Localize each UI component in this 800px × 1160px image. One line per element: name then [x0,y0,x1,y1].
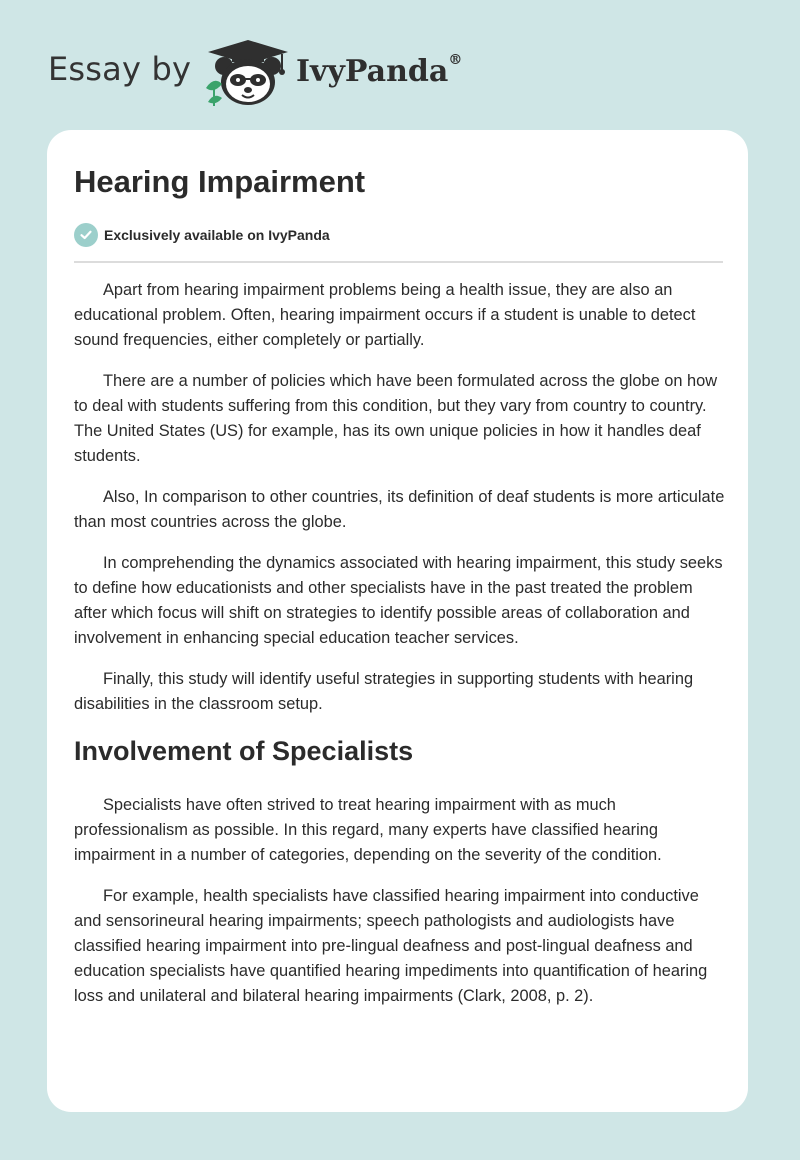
article-body [74,278,726,1025]
paragraph: In comprehending the dynamics associated with hearing impairment, this study seeks to define how educationists and other specialists have in the past treated the problem after which focus will shift on strategies to identify possible areas of collaboration and involvement in enhancing special education teacher services. [74,554,723,647]
section-heading: Involvement of Specialists [74,736,414,766]
paragraph: Also, In comparison to other countries, its definition of deaf students is more articulate than most countries across the globe. [74,488,725,531]
brand-prefix: Essay by [48,50,192,88]
paragraph: There are a number of policies which have been formulated across the globe on how to deal with students suffering from this condition, but they vary from country to country. The United States (US) for example, has its own unique policies in how it handles deaf students. [74,372,718,465]
paragraph: For example, health specialists have classified hearing impairment into conductive and sensorineural hearing impairments; speech pathologists and audiologists have classified hearing impairment into pre-lingual deafness and post-lingual deafness and education specialists have quantified hearing impediments into quantification of hearing loss and unilateral and bilateral hearing impairments (Clark, 2008, p. 2). [74,887,708,1005]
exclusive-badge [74,222,330,248]
paragraph: Specialists have often strived to treat hearing impairment with as much professionalism as possible. In this regard, many experts have classified hearing impairment in a number of categories, depending on the severity of the condition. [74,796,662,864]
brand-name-text: IvyPanda [296,54,449,89]
panda-logo-icon[interactable] [200,36,296,108]
page-title: Hearing Impairment [74,164,366,199]
check-circle-icon [74,223,98,247]
registered-mark: ® [448,52,463,68]
badge-text: Exclusively available on IvyPanda [104,227,330,243]
divider [74,261,723,263]
brand-header [48,36,528,108]
paragraph: Apart from hearing impairment problems being a health issue, they are also an educational problem. Often, hearing impairment occurs if a student is unable to detect sound frequencies, either completely or partially. [74,281,696,349]
brand-name[interactable] [296,54,462,89]
paragraph: Finally, this study will identify useful strategies in supporting students with hearing disabilities in the classroom setup. [74,670,694,713]
article-card [47,130,748,1112]
